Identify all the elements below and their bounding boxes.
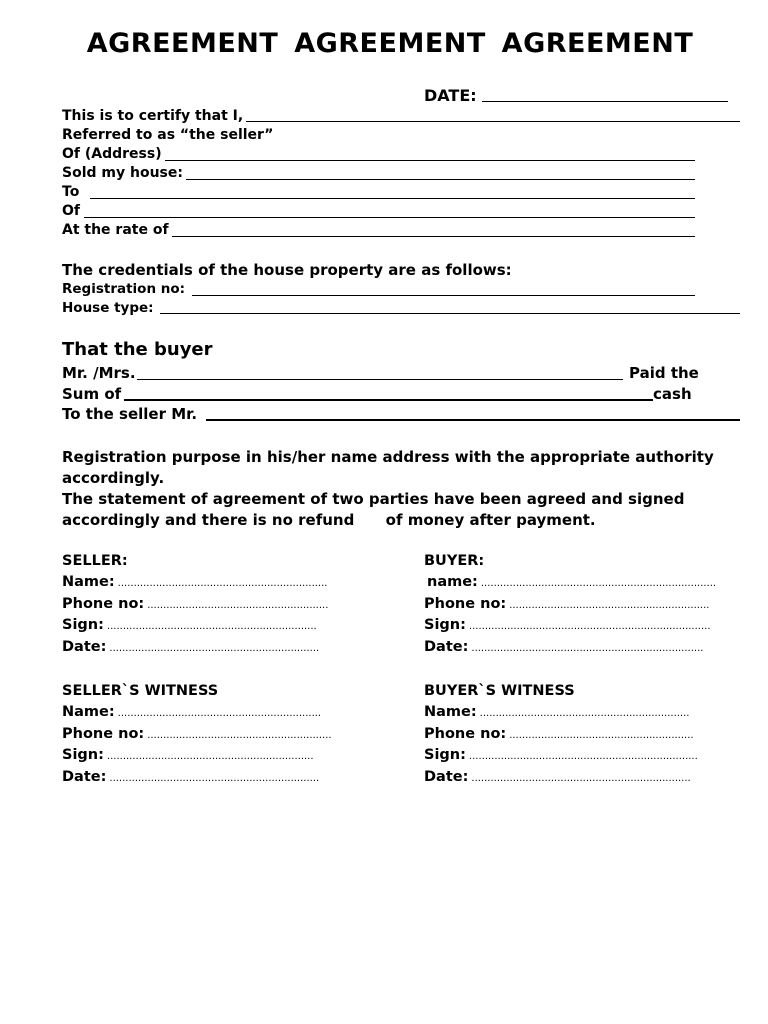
seller-sign-row[interactable] (62, 617, 317, 633)
buyer-date-row[interactable] (424, 639, 703, 655)
buyer-sign-label: Sign: (424, 617, 466, 633)
seller-witness-name-dots[interactable]: ................................................................ (117, 708, 322, 719)
buyer-phone-dots[interactable]: ............................................................... (509, 600, 710, 611)
date-field[interactable] (482, 101, 728, 102)
sold-label: Sold my house: (62, 165, 183, 181)
seller-witness-heading: SELLER`S WITNESS (62, 683, 219, 699)
buyer-witness-name-row[interactable] (424, 704, 689, 720)
seller-phone-label: Phone no: (62, 596, 145, 612)
seller-date-row[interactable] (62, 639, 319, 655)
address-field[interactable] (165, 160, 695, 161)
statement-line-1: Registration purpose in his/her name address with the appropriate authority (62, 448, 714, 466)
certify-label: This is to certify that I, (62, 108, 244, 124)
buyer-witness-sign-label: Sign: (424, 747, 466, 763)
house-type-label: House type: (62, 300, 154, 316)
seller-witness-phone-label: Phone no: (62, 726, 145, 742)
seller-witness-date-row[interactable] (62, 769, 319, 785)
paid-the-text: Paid the (629, 364, 699, 382)
address-label: Of (Address) (62, 146, 162, 162)
seller-witness-phone-dots[interactable]: .......................................................... (147, 730, 332, 741)
seller-witness-date-dots[interactable]: .................................................................. (109, 773, 320, 784)
rate-field[interactable] (172, 236, 695, 237)
seller-witness-date-label: Date: (62, 769, 107, 785)
buyer-phone-row[interactable] (424, 596, 709, 612)
buyer-name-field[interactable] (137, 379, 623, 380)
buyer-witness-sign-row[interactable] (424, 747, 698, 763)
buyer-witness-date-dots[interactable]: ..................................................................... (471, 773, 691, 784)
seller-phone-dots[interactable]: ......................................................... (147, 600, 329, 611)
buyer-witness-sign-dots[interactable]: ........................................................................ (468, 751, 698, 762)
statement-line-3: The statement of agreement of two parties have been agreed and signed (62, 490, 685, 508)
buyer-witness-phone-row[interactable] (424, 726, 694, 742)
mr-mrs-label: Mr. /Mrs. (62, 364, 136, 382)
buyer-witness-date-label: Date: (424, 769, 469, 785)
buyer-date-dots[interactable]: ......................................................................... (471, 643, 704, 654)
house-type-field[interactable] (160, 313, 740, 314)
seller-date-dots[interactable]: .................................................................. (109, 643, 320, 654)
statement-paragraph (62, 447, 714, 531)
seller-name-dots[interactable]: .................................................................. (117, 578, 328, 589)
seller-witness-name-label: Name: (62, 704, 115, 720)
buyer-heading: BUYER: (424, 553, 485, 569)
sold-field[interactable] (186, 179, 695, 180)
to-field[interactable] (90, 198, 695, 199)
seller-heading: SELLER: (62, 553, 128, 569)
seller-name-label: Name: (62, 574, 115, 590)
registration-field[interactable] (192, 295, 695, 296)
seller-date-label: Date: (62, 639, 107, 655)
sum-field[interactable] (124, 399, 653, 401)
buyer-name-label: name: (427, 574, 478, 590)
to-seller-label: To the seller Mr. (62, 405, 198, 423)
buyer-sign-row[interactable] (424, 617, 711, 633)
seller-witness-name-row[interactable] (62, 704, 321, 720)
seller-witness-sign-dots[interactable]: ................................................................. (106, 751, 314, 762)
seller-witness-sign-label: Sign: (62, 747, 104, 763)
buyer-phone-label: Phone no: (424, 596, 507, 612)
statement-line-4: accordingly and there is no refund of money after payment. (62, 511, 596, 529)
buyer-witness-name-label: Name: (424, 704, 477, 720)
buyer-section-heading: That the buyer (62, 339, 213, 360)
seller-sign-dots[interactable]: .................................................................. (106, 621, 317, 632)
to-seller-field[interactable] (206, 419, 740, 421)
of-label: Of (62, 203, 80, 219)
statement-line-2: accordingly. (62, 469, 165, 487)
buyer-witness-heading: BUYER`S WITNESS (424, 683, 575, 699)
rate-label: At the rate of (62, 222, 169, 238)
buyer-name-dots[interactable]: .......................................................................... (480, 578, 717, 589)
sum-of-label: Sum of (62, 385, 122, 403)
buyer-sign-dots[interactable]: ............................................................................ (468, 621, 711, 632)
seller-name-row[interactable] (62, 574, 327, 590)
buyer-witness-phone-dots[interactable]: .......................................................... (509, 730, 694, 741)
registration-label: Registration no: (62, 281, 186, 297)
seller-name-field[interactable] (246, 121, 740, 122)
seller-sign-label: Sign: (62, 617, 104, 633)
seller-phone-row[interactable] (62, 596, 328, 612)
buyer-date-label: Date: (424, 639, 469, 655)
cash-text: cash (653, 385, 692, 403)
seller-witness-sign-row[interactable] (62, 747, 314, 763)
buyer-name-row[interactable] (427, 574, 716, 590)
buyer-witness-name-dots[interactable]: .................................................................. (479, 708, 690, 719)
of-field[interactable] (84, 217, 695, 218)
seller-witness-phone-row[interactable] (62, 726, 332, 742)
seller-reference-text: Referred to as “the seller” (62, 127, 274, 143)
document-title: AGREEMENT AGREEMENT AGREEMENT (86, 28, 694, 59)
buyer-witness-date-row[interactable] (424, 769, 691, 785)
buyer-witness-phone-label: Phone no: (424, 726, 507, 742)
to-label: To (62, 184, 80, 200)
credentials-heading: The credentials of the house property are as follows: (62, 261, 512, 279)
date-label: DATE: (424, 86, 477, 105)
